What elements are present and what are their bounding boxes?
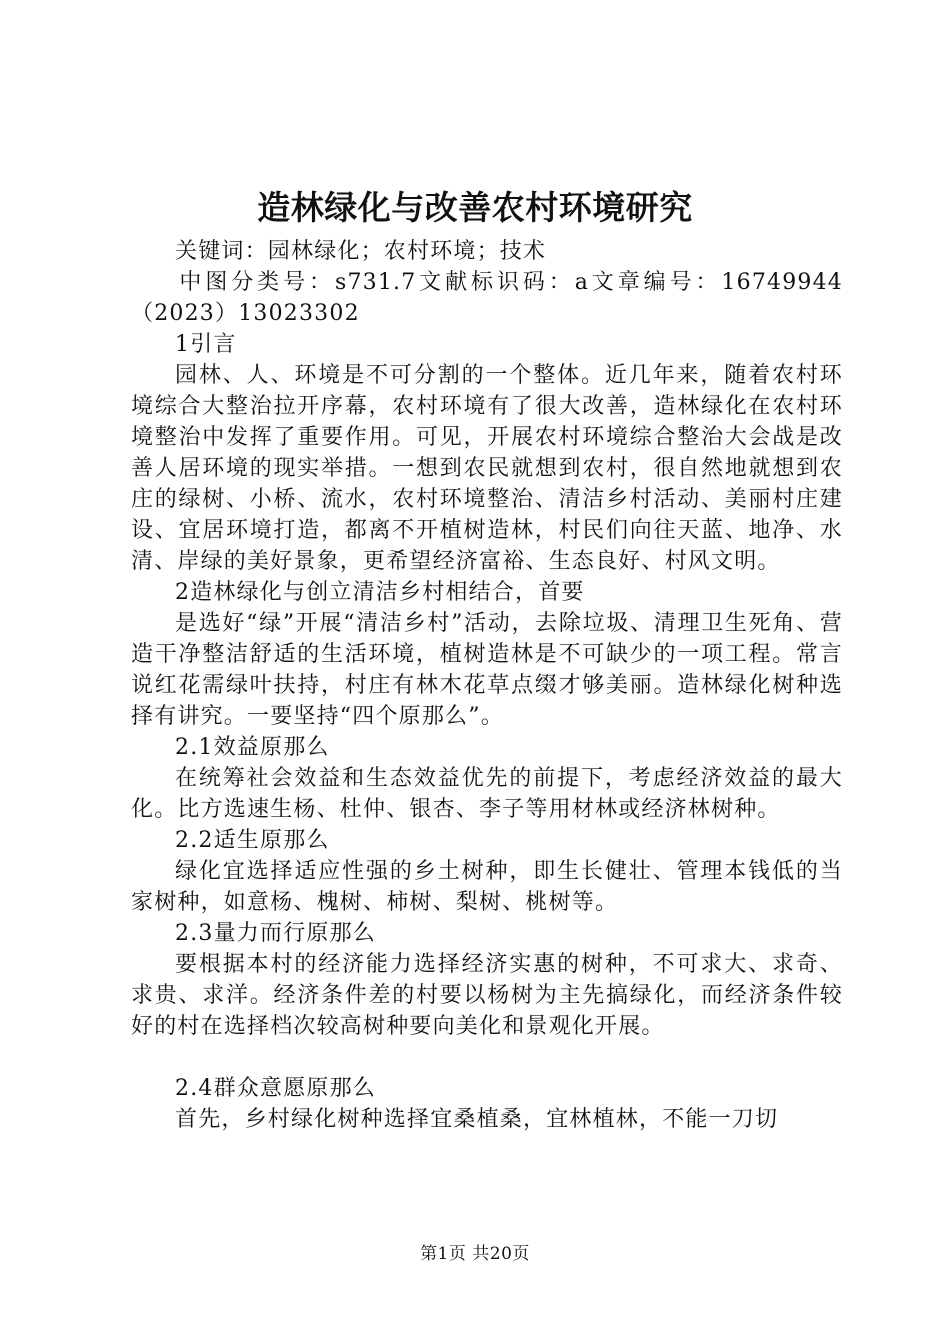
section-heading-intro: 1引言: [175, 332, 237, 357]
paragraph-2: 是选好“绿”开展“清洁乡村”活动，去除垃圾、清理卫生死角、营造干净整洁舒适的生活环境，植树造林是不可缺少的一项工程。常言说红花需绿叶扶持，村庄有林木花草点缀才够美丽。造林绿化树种选择有讲究。一要坚持“四个原那么”。: [131, 611, 843, 729]
section-heading-2-4: 2.4群众意愿原那么: [175, 1076, 376, 1101]
paragraph-intro: 园林、人、环境是不可分割的一个整体。近几年来，随着农村环境综合大整治拉开序幕，农村环境有了很大改善，造林绿化在农村环境整治中发挥了重要作用。可见，开展农村环境综合整治大会战是改善人居环境的现实举措。一想到农民就想到农村，很自然地就想到农庄的绿树、小桥、流水，农村环境整治、清洁乡村活动、美丽村庄建设、宜居环境打造，都离不开植树造林，村民们向往天蓝、地净、水清、岸绿的美好景象，更希望经济富裕、生态良好、村风文明。: [131, 363, 843, 574]
section-heading-2: 2造林绿化与创立清洁乡村相结合，首要: [175, 580, 585, 605]
paragraph-2-3: 要根据本村的经济能力选择经济实惠的树种，不可求大、求奇、求贵、求洋。经济条件差的村要以杨树为主先搞绿化，而经济条件较好的村在选择档次较高树种要向美化和景观化开展。: [131, 952, 843, 1039]
paragraph-2-4: 首先，乡村绿化树种选择宜桑植桑，宜林植林，不能一刀切: [175, 1107, 779, 1132]
classification-line: 中图分类号：s731.7文献标识码：a文章编号：16749944（2023）13023302: [131, 270, 843, 326]
paragraph-gap: [131, 1042, 843, 1073]
document-body: [131, 236, 843, 1135]
section-heading-2-3: 2.3量力而行原那么: [175, 921, 376, 946]
keywords-line: 关键词：园林绿化；农村环境；技术: [175, 239, 547, 264]
paragraph-2-1: 在统筹社会效益和生态效益优先的前提下，考虑经济效益的最大化。比方选速生杨、杜仲、银杏、李子等用材林或经济林树种。: [131, 766, 843, 822]
section-heading-2-1: 2.1效益原那么: [175, 735, 330, 760]
paragraph-2-2: 绿化宜选择适应性强的乡土树种，即生长健壮、管理本钱低的当家树种，如意杨、槐树、柿树、梨树、桃树等。: [131, 859, 843, 915]
document-title: 造林绿化与改善农村环境研究: [257, 188, 693, 227]
page-footer: 第1页 共20页: [420, 1244, 530, 1264]
section-heading-2-2: 2.2适生原那么: [175, 828, 330, 853]
